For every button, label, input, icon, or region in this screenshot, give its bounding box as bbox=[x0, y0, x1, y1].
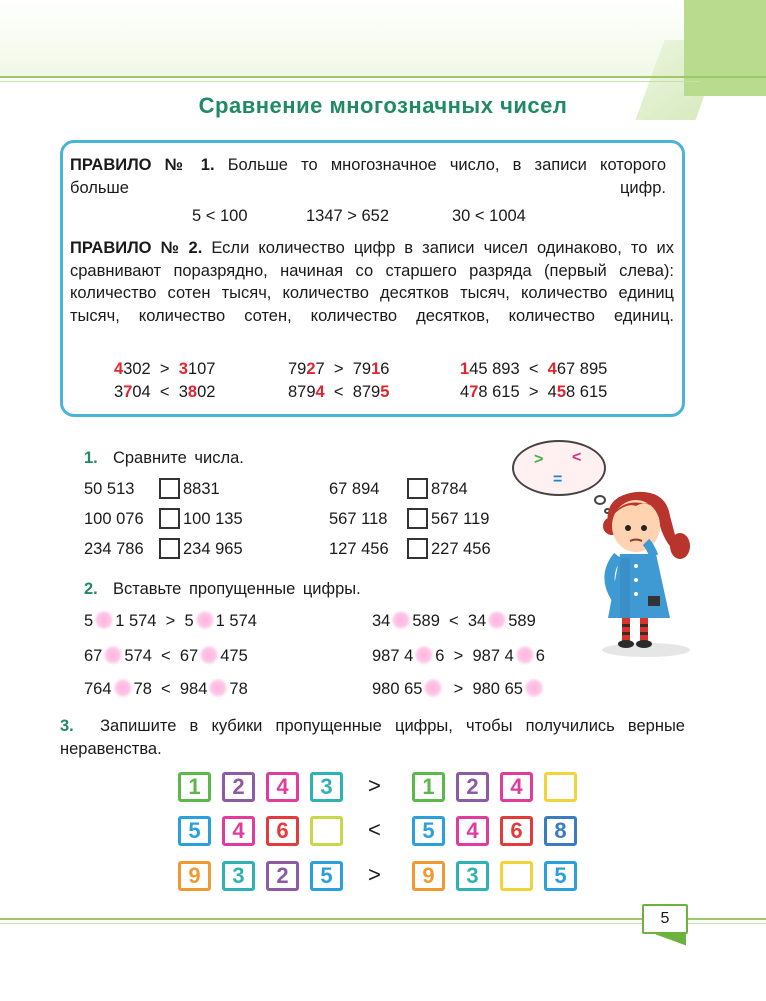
missing-digit-item bbox=[372, 610, 536, 631]
number-right: 100 135 bbox=[183, 510, 243, 528]
digits: 02 bbox=[197, 383, 216, 401]
digits: 475 bbox=[220, 647, 248, 665]
digit-cube: 1 bbox=[178, 772, 211, 802]
digit-cube: 3 bbox=[222, 861, 255, 891]
digits: 3 bbox=[114, 383, 124, 401]
rule-2-text: Если количество цифр в записи чисел одинаково, то их сравнивают поразрядно, начиная со старшего разряда (первый слева): количество сотен тысяч, количество десятков тысяч, количество единиц тысяч, количество сотен, количество десятков, количество единиц. bbox=[70, 239, 674, 325]
rule-2-example bbox=[114, 383, 215, 402]
comparison-item bbox=[84, 538, 243, 559]
highlighted-digit: 1 bbox=[371, 360, 381, 378]
comparison-item bbox=[329, 478, 468, 499]
digit-cube: 8 bbox=[544, 816, 577, 846]
number-right: 227 456 bbox=[431, 540, 491, 558]
digits: 34 bbox=[372, 612, 391, 630]
missing-digit-blot[interactable] bbox=[414, 645, 434, 665]
highlighted-digit: 4 bbox=[547, 360, 557, 378]
digit-cube[interactable] bbox=[544, 772, 577, 802]
digits: 6 bbox=[535, 647, 545, 665]
digits: 1 574 bbox=[215, 612, 257, 630]
equals-sign-icon: = bbox=[553, 471, 563, 488]
digit-cube: 4 bbox=[266, 772, 299, 802]
comparison-item bbox=[329, 538, 491, 559]
comparison-sign: < bbox=[368, 817, 381, 842]
digit-cube: 9 bbox=[412, 861, 445, 891]
highlighted-digit: 5 bbox=[556, 383, 567, 401]
digit-cube: 5 bbox=[412, 816, 445, 846]
highlighted-digit: 4 bbox=[114, 360, 124, 378]
number-left: 67 894 bbox=[329, 480, 380, 498]
comparison-sign: < bbox=[150, 383, 179, 401]
comparison-item bbox=[84, 478, 220, 499]
header-band bbox=[0, 0, 766, 78]
comparison-sign: > bbox=[150, 360, 179, 378]
rule-1-label: ПРАВИЛО № 1. bbox=[70, 156, 215, 174]
rule-2-example bbox=[114, 360, 215, 379]
missing-digit-blot[interactable] bbox=[199, 645, 219, 665]
digit-cube[interactable] bbox=[500, 861, 533, 891]
comparison-item bbox=[84, 508, 243, 529]
missing-digit-blot[interactable] bbox=[423, 678, 443, 698]
rule-1-example: 5 < 100 bbox=[192, 207, 248, 225]
digits: 34 bbox=[467, 612, 487, 630]
highlighted-digit: 5 bbox=[380, 383, 390, 401]
less-sign-icon: < bbox=[572, 449, 582, 466]
digits: 8 615 bbox=[566, 383, 608, 401]
digits: 45 893 bbox=[469, 360, 520, 378]
digit-cube: 2 bbox=[222, 772, 255, 802]
missing-digit-item bbox=[372, 645, 545, 666]
rule-2-label: ПРАВИЛО № 2. bbox=[70, 239, 203, 257]
digit-cube: 9 bbox=[178, 861, 211, 891]
digit-cube: 5 bbox=[544, 861, 577, 891]
digits: 984 bbox=[179, 680, 208, 698]
rule-2-example bbox=[460, 360, 607, 379]
girl-illustration-icon bbox=[596, 486, 700, 658]
number-left: 100 076 bbox=[84, 510, 144, 528]
digit-cube: 5 bbox=[178, 816, 211, 846]
digits: 7 bbox=[315, 360, 325, 378]
page-number: 5 bbox=[642, 904, 688, 934]
digits: 67 bbox=[179, 647, 199, 665]
answer-box[interactable] bbox=[159, 538, 180, 559]
digits: 987 4 bbox=[472, 647, 514, 665]
digit-cube: 6 bbox=[266, 816, 299, 846]
digits: 980 65 bbox=[472, 680, 523, 698]
digit-cube: 6 bbox=[500, 816, 533, 846]
highlighted-digit: 1 bbox=[460, 360, 470, 378]
rule-2 bbox=[70, 237, 674, 350]
rule-1-example: 30 < 1004 bbox=[452, 207, 526, 225]
comparison-sign: < bbox=[519, 360, 548, 378]
missing-digit-blot[interactable] bbox=[391, 610, 411, 630]
task-3-number: 3. bbox=[60, 717, 74, 735]
task-1-text: Сравните числа. bbox=[112, 449, 244, 467]
digits: 1 574 bbox=[115, 612, 157, 630]
missing-digit-blot[interactable] bbox=[195, 610, 215, 630]
digits: 589 bbox=[508, 612, 536, 630]
digits: 5 bbox=[184, 612, 194, 630]
comparison-sign: < bbox=[151, 647, 180, 665]
digits: 302 bbox=[123, 360, 151, 378]
answer-box[interactable] bbox=[407, 538, 428, 559]
missing-digit-blot[interactable] bbox=[524, 678, 544, 698]
digits: 4 bbox=[547, 383, 557, 401]
digits: 67 bbox=[84, 647, 103, 665]
missing-digit-item bbox=[84, 610, 257, 631]
header-divider bbox=[0, 76, 766, 78]
digits: 67 895 bbox=[556, 360, 608, 378]
digits: 879 bbox=[288, 383, 316, 401]
missing-digit-blot[interactable] bbox=[515, 645, 535, 665]
missing-digit-item bbox=[84, 645, 248, 666]
rule-2-example bbox=[460, 383, 607, 402]
digits: 04 bbox=[132, 383, 151, 401]
comparison-sign: > bbox=[444, 680, 473, 698]
missing-digit-blot[interactable] bbox=[103, 645, 123, 665]
digit-cube: 2 bbox=[456, 772, 489, 802]
task-1-heading bbox=[84, 449, 244, 468]
digits: 764 bbox=[84, 680, 112, 698]
missing-digit-blot[interactable] bbox=[208, 678, 228, 698]
rule-2-example bbox=[288, 360, 389, 379]
digit-cube: 4 bbox=[456, 816, 489, 846]
rule-1-text: Больше то многозначное число, в записи которого больше цифр. bbox=[70, 156, 666, 197]
highlighted-digit: 7 bbox=[123, 383, 133, 401]
digits: 589 bbox=[412, 612, 440, 630]
number-left: 234 786 bbox=[84, 540, 144, 558]
missing-digit-item bbox=[84, 678, 248, 699]
digits: 879 bbox=[352, 383, 381, 401]
rule-2-example bbox=[288, 383, 389, 402]
digits: 3 bbox=[178, 383, 188, 401]
digits: 78 bbox=[229, 680, 248, 698]
answer-box[interactable] bbox=[159, 478, 180, 499]
digits: 4 bbox=[460, 383, 470, 401]
number-right: 567 119 bbox=[431, 510, 490, 528]
comparison-sign: > bbox=[368, 862, 381, 887]
highlighted-digit: 7 bbox=[469, 383, 479, 401]
number-right: 8784 bbox=[431, 480, 468, 498]
digit-cube: 2 bbox=[266, 861, 299, 891]
task-2-heading bbox=[84, 580, 361, 599]
comparison-sign: < bbox=[151, 680, 180, 698]
task-3-text: Запишите в кубики пропущенные цифры, чтобы получились верные неравенства. bbox=[60, 717, 685, 758]
rule-1-example: 1347 > 652 bbox=[306, 207, 390, 225]
digits: 6 bbox=[380, 360, 390, 378]
answer-box[interactable] bbox=[407, 508, 428, 529]
number-left: 50 513 bbox=[84, 480, 135, 498]
digit-cube[interactable] bbox=[310, 816, 343, 846]
answer-box[interactable] bbox=[407, 478, 428, 499]
highlighted-digit: 4 bbox=[315, 383, 325, 401]
digit-cube: 4 bbox=[500, 772, 533, 802]
digit-cube: 1 bbox=[412, 772, 445, 802]
comparison-sign: > bbox=[156, 612, 185, 630]
highlighted-digit: 2 bbox=[306, 360, 316, 378]
header-divider-thin bbox=[0, 81, 700, 82]
comparison-sign: > bbox=[368, 773, 381, 798]
missing-digit-blot[interactable] bbox=[113, 678, 133, 698]
highlighted-digit: 3 bbox=[178, 360, 188, 378]
number-right: 234 965 bbox=[183, 540, 243, 558]
digits: 980 65 bbox=[372, 680, 423, 698]
number-left: 127 456 bbox=[329, 540, 389, 558]
comparison-sign: > bbox=[324, 360, 353, 378]
task-2-number: 2. bbox=[84, 580, 98, 598]
greater-sign-icon: > bbox=[534, 451, 544, 468]
digits: 107 bbox=[187, 360, 216, 378]
digits: 574 bbox=[124, 647, 152, 665]
digit-cube: 5 bbox=[310, 861, 343, 891]
page-title: Сравнение многозначных чисел bbox=[198, 93, 568, 118]
comparison-sign: < bbox=[324, 383, 353, 401]
digits: 78 bbox=[133, 680, 152, 698]
missing-digit-blot[interactable] bbox=[94, 610, 114, 630]
comparison-sign: < bbox=[439, 612, 468, 630]
number-right: 8831 bbox=[183, 480, 220, 498]
number-left: 567 118 bbox=[329, 510, 388, 528]
digit-cube: 4 bbox=[222, 816, 255, 846]
digits: 79 bbox=[288, 360, 307, 378]
comparison-item bbox=[329, 508, 489, 529]
missing-digit-item bbox=[372, 678, 545, 699]
digits: 6 bbox=[435, 647, 445, 665]
digits: 987 4 bbox=[372, 647, 414, 665]
task-2-text: Вставьте пропущенные цифры. bbox=[112, 580, 361, 598]
comparison-sign: > bbox=[519, 383, 548, 401]
digit-cube: 3 bbox=[456, 861, 489, 891]
digits: 5 bbox=[84, 612, 94, 630]
task-1-number: 1. bbox=[84, 449, 98, 467]
comparison-sign: > bbox=[444, 647, 473, 665]
answer-box[interactable] bbox=[159, 508, 180, 529]
missing-digit-blot[interactable] bbox=[487, 610, 507, 630]
digits: 79 bbox=[352, 360, 372, 378]
highlighted-digit: 8 bbox=[187, 383, 198, 401]
digits: 8 615 bbox=[478, 383, 520, 401]
digit-cube: 3 bbox=[310, 772, 343, 802]
